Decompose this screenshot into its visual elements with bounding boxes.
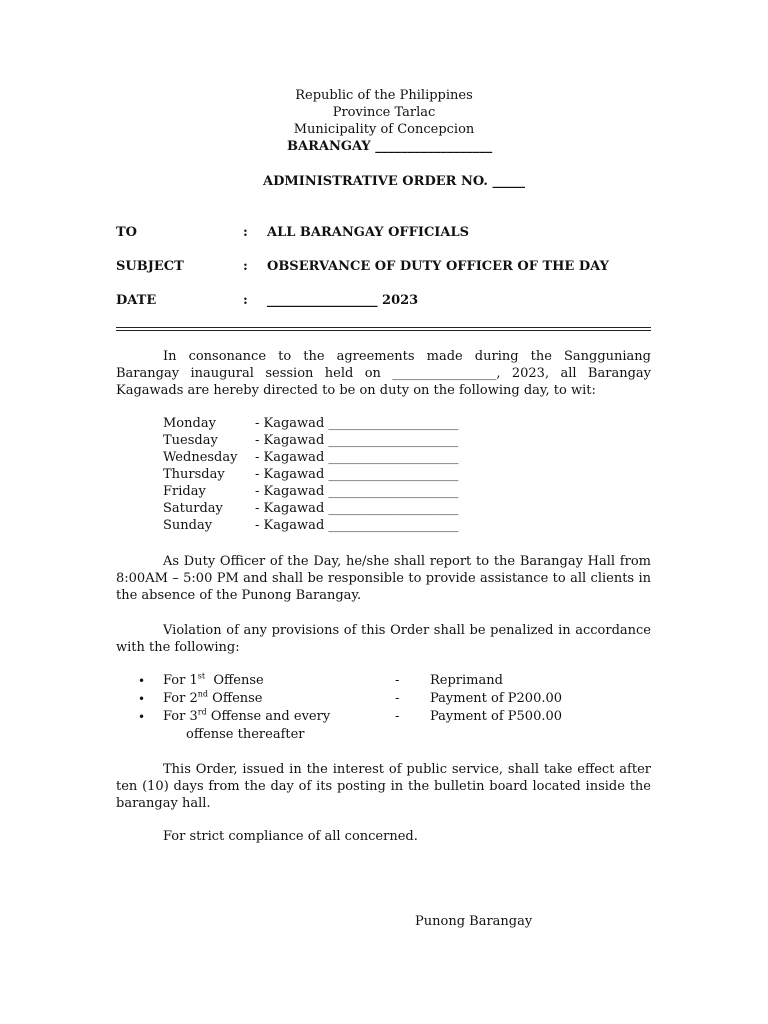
- intro-text: In consonance to the agreements made during the Sangguniang Barangay inaugural session held on ________________, 2023, all Barangay Kagawads are hereby directed to be on duty on the following day, to wit:: [116, 349, 651, 398]
- schedule-day: Monday: [163, 416, 216, 431]
- schedule-assignment: - Kagawad ____________________: [255, 484, 459, 499]
- order-title: ADMINISTRATIVE ORDER NO. _____: [263, 174, 525, 189]
- schedule-day: Wednesday: [163, 450, 238, 465]
- intro-paragraph: [116, 348, 651, 399]
- subject-colon: :: [243, 259, 248, 274]
- date-colon: :: [243, 293, 248, 308]
- header-municipality: Municipality of Concepcion: [293, 122, 475, 137]
- bullet-icon: •: [138, 674, 146, 688]
- penalty-dash: -: [395, 691, 400, 706]
- bullet-icon: •: [138, 710, 146, 724]
- penalty-value: Reprimand: [430, 673, 503, 688]
- violation-paragraph: [116, 622, 651, 656]
- offense-label: For 3rd Offense and every: [163, 707, 331, 724]
- schedule-assignment: - Kagawad ____________________: [255, 450, 459, 465]
- schedule-day: Saturday: [163, 501, 223, 516]
- subject-value: OBSERVANCE OF DUTY OFFICER OF THE DAY: [267, 259, 609, 274]
- compliance-line: For strict compliance of all concerned.: [163, 829, 418, 844]
- schedule-assignment: - Kagawad ____________________: [255, 433, 459, 448]
- offense-label: For 1st Offense: [163, 671, 264, 688]
- signatory: Punong Barangay: [415, 914, 533, 929]
- effect-text: This Order, issued in the interest of public service, shall take effect after ten (10) days from the day of its posting in the bulletin board located inside the barangay hall.: [116, 762, 651, 811]
- duty-paragraph: [116, 553, 651, 604]
- subject-label: SUBJECT: [116, 259, 184, 274]
- to-label: TO: [116, 225, 137, 240]
- schedule-assignment: - Kagawad ____________________: [255, 467, 459, 482]
- offense-continuation: offense thereafter: [186, 727, 305, 742]
- schedule-assignment: - Kagawad ____________________: [255, 501, 459, 516]
- bullet-icon: •: [138, 692, 146, 706]
- to-colon: :: [243, 225, 248, 240]
- double-rule-top: [116, 327, 651, 328]
- schedule-day: Thursday: [163, 467, 225, 482]
- penalty-dash: -: [395, 709, 400, 724]
- date-label: DATE: [116, 293, 157, 308]
- penalty-value: Payment of P500.00: [430, 709, 563, 724]
- effect-paragraph: [116, 761, 651, 812]
- offense-label: For 2nd Offense: [163, 689, 263, 706]
- schedule-day: Friday: [163, 484, 206, 499]
- penalty-dash: -: [395, 673, 400, 688]
- schedule-assignment: - Kagawad ____________________: [255, 416, 459, 431]
- violation-text: Violation of any provisions of this Order shall be penalized in accordance with the following:: [116, 623, 651, 655]
- schedule-day: Sunday: [163, 518, 213, 533]
- date-value: _________________ 2023: [267, 293, 419, 308]
- duty-text: As Duty Officer of the Day, he/she shall report to the Barangay Hall from 8:00AM – 5:00 PM and shall be responsible to provide assistance to all clients in the absence of the Punong Barangay.: [116, 554, 651, 603]
- header-republic: Republic of the Philippines: [295, 88, 473, 103]
- schedule-day: Tuesday: [163, 433, 218, 448]
- double-rule-bottom: [116, 330, 651, 331]
- schedule-assignment: - Kagawad ____________________: [255, 518, 459, 533]
- penalty-value: Payment of P200.00: [430, 691, 563, 706]
- to-value: ALL BARANGAY OFFICIALS: [267, 225, 469, 240]
- header-province: Province Tarlac: [332, 105, 436, 120]
- header-barangay: BARANGAY __________________: [287, 139, 493, 154]
